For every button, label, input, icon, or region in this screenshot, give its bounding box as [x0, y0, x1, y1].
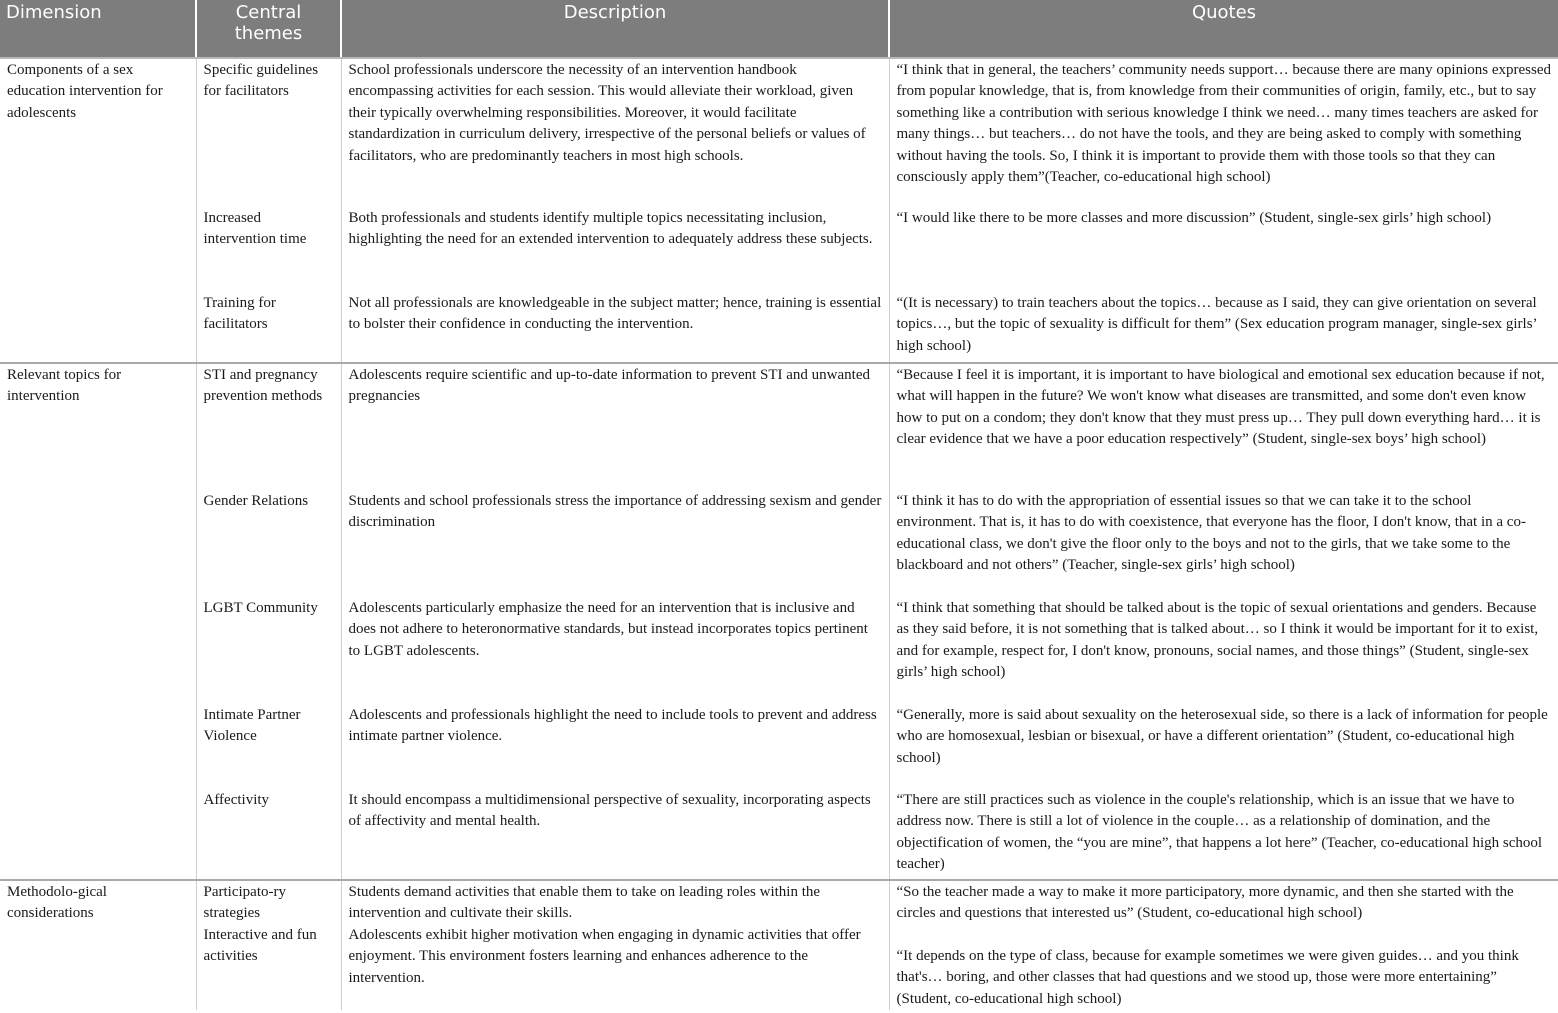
table-row — [0, 58, 1558, 208]
table-row — [0, 363, 1558, 491]
theme-line: Participato-ry strategies — [203, 884, 286, 922]
header-description: Description — [341, 0, 889, 58]
description-line: Adolescents exhibit higher motivation when engaging in dynamic activities that offer enjoyment. This environment fosters learning and enhances adherence to the intervention. — [348, 926, 861, 986]
theme-cell: Training for facilitators — [196, 293, 341, 363]
header-row — [0, 0, 1558, 58]
header-quotes: Quotes — [889, 0, 1558, 58]
header-dimension: Dimension — [0, 0, 196, 58]
theme-cell: Gender Relations — [196, 491, 341, 598]
theme-line: Interactive and fun activities — [203, 926, 317, 965]
description-cell: Adolescents require scientific and up-to-date information to prevent STI and unwanted pregnancies — [341, 363, 889, 491]
theme-cell: STI and pregnancy prevention methods — [196, 363, 341, 491]
description-cell: Students and school professionals stress the importance of addressing sexism and gender discrimination — [341, 491, 889, 598]
header-central-themes: Central themes — [196, 0, 341, 58]
description-cell: School professionals underscore the necessity of an intervention handbook encompassing activities for each session. This would alleviate their workload, given their typically overwhelming responsibilities. Moreover, it would facilitate standardization in curriculum delivery, irrespective of the personal beliefs or values of facilitators, who are predominantly teachers in most high schools. — [341, 58, 889, 208]
description-cell: Adolescents particularly emphasize the need for an intervention that is inclusive and does not adhere to heteronormative standards, but instead incorporates topics pertinent to LGBT adolescents. — [341, 598, 889, 705]
quote-cell: “(It is necessary) to train teachers about the topics… because as I said, they can give orientation on several topics…, but the topic of sexuality is difficult for them” (Sex education program manager, single-sex girls’ high school) — [896, 295, 1537, 354]
theme-cell: Specific guidelines for facilitators — [196, 58, 341, 208]
theme-cell — [196, 880, 341, 1010]
description-cell: Not all professionals are knowledgeable in the subject matter; hence, training is essential to bolster their confidence in conducting the intervention. — [341, 293, 889, 363]
description-cell: Adolescents and professionals highlight the need to include tools to prevent and address intimate partner violence. — [341, 705, 889, 790]
table-row — [0, 293, 1558, 363]
description-cell — [341, 880, 889, 1010]
quote-line: “It depends on the type of class, because for example sometimes we were given guides… and you think that's… boring, and other classes that had questions and we stood up, those were more entertaining” (Student, co-educational high school) — [896, 947, 1519, 1007]
quote-line: “So the teacher made a way to make it more participatory, more dynamic, and then she started with the circles and questions that interested us” (Student, co-educational high school) — [896, 884, 1514, 922]
description-line: Students demand activities that enable them to take on leading roles within the intervention and cultivate their skills. — [348, 884, 821, 922]
quote-cell: “I think that something that should be talked about is the topic of sexual orientations and genders. Because as they said before, it is not something that is talked about… so I think it would be important for it to exist, and for example, respect for, I don't know, pronouns, social names, and those things” (Student, single-sex girls’ high school) — [896, 600, 1539, 681]
quote-cell: “I would like there to be more classes and more discussion” (Student, single-sex girls’ high school) — [896, 210, 1492, 226]
quote-cell: “Because I feel it is important, it is important to have biological and emotional sex education because if not, what will happen in the future? We won't know what diseases are transmitted, and some don't even know how to put on a condom; they don't know that they must press up… They pull down everything hard… it is clear evidence that we have a poor education respectively” (Student, single-sex boys’ high school) — [889, 363, 1558, 491]
quote-cell: “There are still practices such as violence in the couple's relationship, which is an issue that we have to address now. There is still a lot of violence in the couple… as a relationship of domination, and the objectification of women, the “you are mine”, that happens a lot here” (Teacher, co-educational high school teacher) — [896, 792, 1543, 873]
theme-cell: Affectivity — [196, 790, 341, 880]
quote-cell: “I think that in general, the teachers’ community needs support… because there are many opinions expressed from popular knowledge, that is, from knowledge from their communities of origin, family, etc., but to say something like a contribution with serious knowledge I think we need… many times teachers are asked for many things… but teachers… do not have the tools, and they are being asked to comply with something without having the tools. So, I think it is important to provide them with those tools so that they can consciously apply them”(Teacher, co-educational high school) — [889, 58, 1558, 208]
table-row — [0, 790, 1558, 880]
quote-cell: “Generally, more is said about sexuality on the heterosexual side, so there is a lack of information for people who are homosexual, lesbian or bisexual, or have a different orientation” (Student, co-educational high school) — [896, 707, 1548, 766]
table-row — [0, 880, 1558, 1010]
dimension-cell: Relevant topics for intervention — [0, 363, 196, 880]
quote-cell: “I think it has to do with the appropriation of essential issues so that we can take it to the school environment. That is, it has to do with coexistence, that everyone has the floor, I don't know, that in a co-educational class, we don't give the floor only to the boys and not to the girls, that we take some to the blackboard and not others” (Teacher, single-sex girls’ high school) — [896, 493, 1526, 574]
table-row — [0, 705, 1558, 790]
description-cell: It should encompass a multidimensional perspective of sexuality, incorporating aspects of affectivity and mental health. — [341, 790, 889, 880]
theme-cell: LGBT Community — [196, 598, 341, 705]
table-row — [0, 208, 1558, 293]
dimension-cell: Components of a sex education intervention for adolescents — [0, 58, 196, 363]
theme-cell: Intimate Partner Violence — [196, 705, 341, 790]
quote-cell — [889, 880, 1558, 1010]
description-cell: Both professionals and students identify multiple topics necessitating inclusion, highlighting the need for an extended intervention to adequately address these subjects. — [341, 208, 889, 293]
dimension-cell: Methodolo-gical considerations — [0, 880, 196, 1010]
table-row — [0, 598, 1558, 705]
table-row — [0, 491, 1558, 598]
theme-cell: Increased intervention time — [196, 208, 341, 293]
